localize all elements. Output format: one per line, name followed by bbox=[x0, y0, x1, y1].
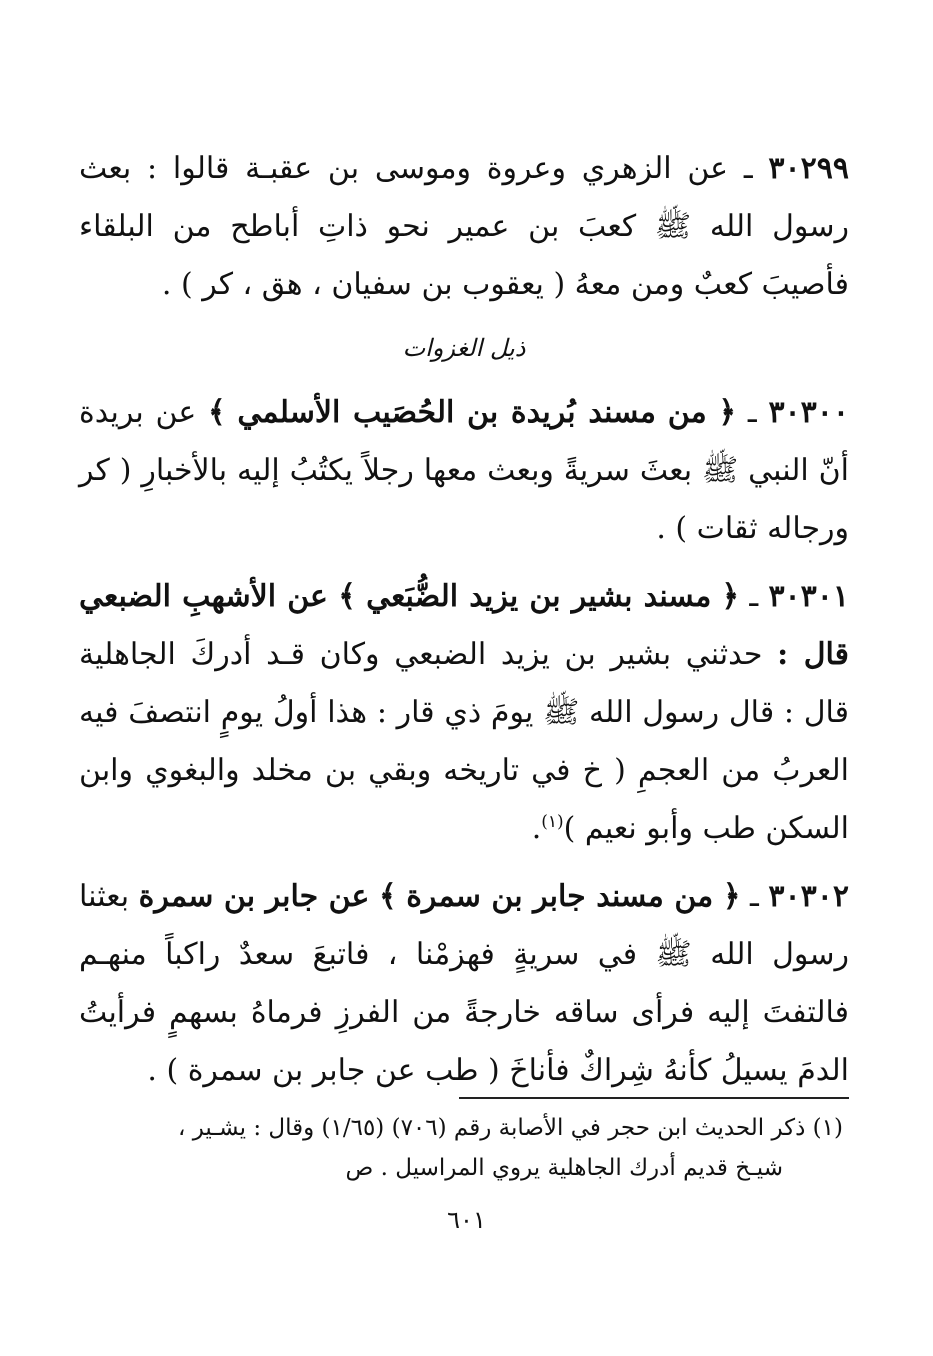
ornament-open: ﴿ bbox=[718, 395, 737, 430]
page-number: ٦٠١ bbox=[447, 1206, 486, 1234]
footnote-divider bbox=[459, 1097, 849, 1099]
footnote-line-1: (١) ذكر الحديث ابن حجر في الأصابة رقم (٧٠٦) (١/٦٥) وقال : يشـير ، bbox=[177, 1115, 843, 1141]
entry-heading: مسند بشير بن يزيد الضُّبَعي bbox=[366, 579, 712, 614]
entry-30301 bbox=[79, 568, 849, 858]
entry-lead: عن الأشهبِ الضبعي قال : bbox=[79, 579, 850, 672]
ornament-close: ﴾ bbox=[379, 879, 397, 914]
ornament-close: ﴾ bbox=[208, 395, 226, 430]
entry-30300 bbox=[79, 384, 849, 558]
entry-text: حدثني بشير بن يزيد الضبعي وكان قـد أدركَ الجاهلية قال : قال رسول الله ﷺ يومَ ذي قار : هذا أولُ يومٍ انتصفَ فيه العربُ من العجمِ ( خ في تاريخه وبقي بن مخلد والبغوي وابن السكن طب وأبو نعيم ) bbox=[79, 637, 849, 846]
entry-period: . bbox=[531, 811, 542, 846]
ornament-open: ﴿ bbox=[722, 879, 741, 914]
entry-dash: ـ bbox=[750, 879, 759, 914]
entry-prefix: من bbox=[667, 395, 707, 430]
entry-number: ٣٠٣٠٢ bbox=[768, 879, 849, 914]
entry-text: عن بريدة أنّ النبي ﷺ بعثَ سريةً وبعث معها رجلاً يكتُبُ إليه بالأخبارِ ( كر ورجاله ثقات ) . bbox=[79, 395, 849, 546]
footnote-line-2: شيـخ قديم أدرك الجاهلية يروي المراسيل . ص bbox=[345, 1155, 783, 1181]
ornament-open: ﴿ bbox=[721, 579, 740, 614]
entry-lead: عن جابر بن سمرة bbox=[138, 879, 370, 914]
entry-30302 bbox=[79, 868, 849, 1100]
footnote-ref[interactable]: (١) bbox=[541, 812, 564, 832]
entry-text: عن الزهري وعروة وموسى بن عقبـة قالوا : بعث رسول الله ﷺ كعبَ بن عمير نحو ذاتِ أباطح من البلقاء فأصيبَ كعبٌ ومن معهُ ( يعقوب بن سفيان ، هق ، كر ) . bbox=[79, 151, 849, 302]
document-page bbox=[79, 140, 849, 1110]
entry-text: بعثنا رسول الله ﷺ في سريةٍ فهزمْنا ، فاتبعَ سعدٌ راكباً منهـم فالتفتَ إليه فرأى ساقه خارجةً من الفرزِ فرماهُ بسهمٍ فرأيتُ الدمَ يسيلُ كأنهُ شِراكٌ فأناخَ ( طب عن جابر بن سمرة ) . bbox=[79, 879, 849, 1088]
ornament-close: ﴾ bbox=[338, 579, 356, 614]
entry-heading: مسند بُريدة بن الحُصَيب الأسلمي bbox=[237, 395, 656, 430]
section-heading: ذيل الغزوات bbox=[402, 334, 526, 362]
entry-dash: ـ bbox=[747, 395, 757, 430]
entry-dash: ـ bbox=[743, 151, 753, 186]
entry-dash: ـ bbox=[749, 579, 759, 614]
entry-number: ٣٠٣٠٠ bbox=[768, 395, 850, 430]
entry-number: ٣٠٢٩٩ bbox=[768, 151, 849, 186]
entry-heading: من مسند جابر بن سمرة bbox=[406, 879, 714, 914]
footnote bbox=[83, 1108, 843, 1188]
entry-number: ٣٠٣٠١ bbox=[768, 579, 850, 614]
entry-30299 bbox=[79, 140, 849, 314]
